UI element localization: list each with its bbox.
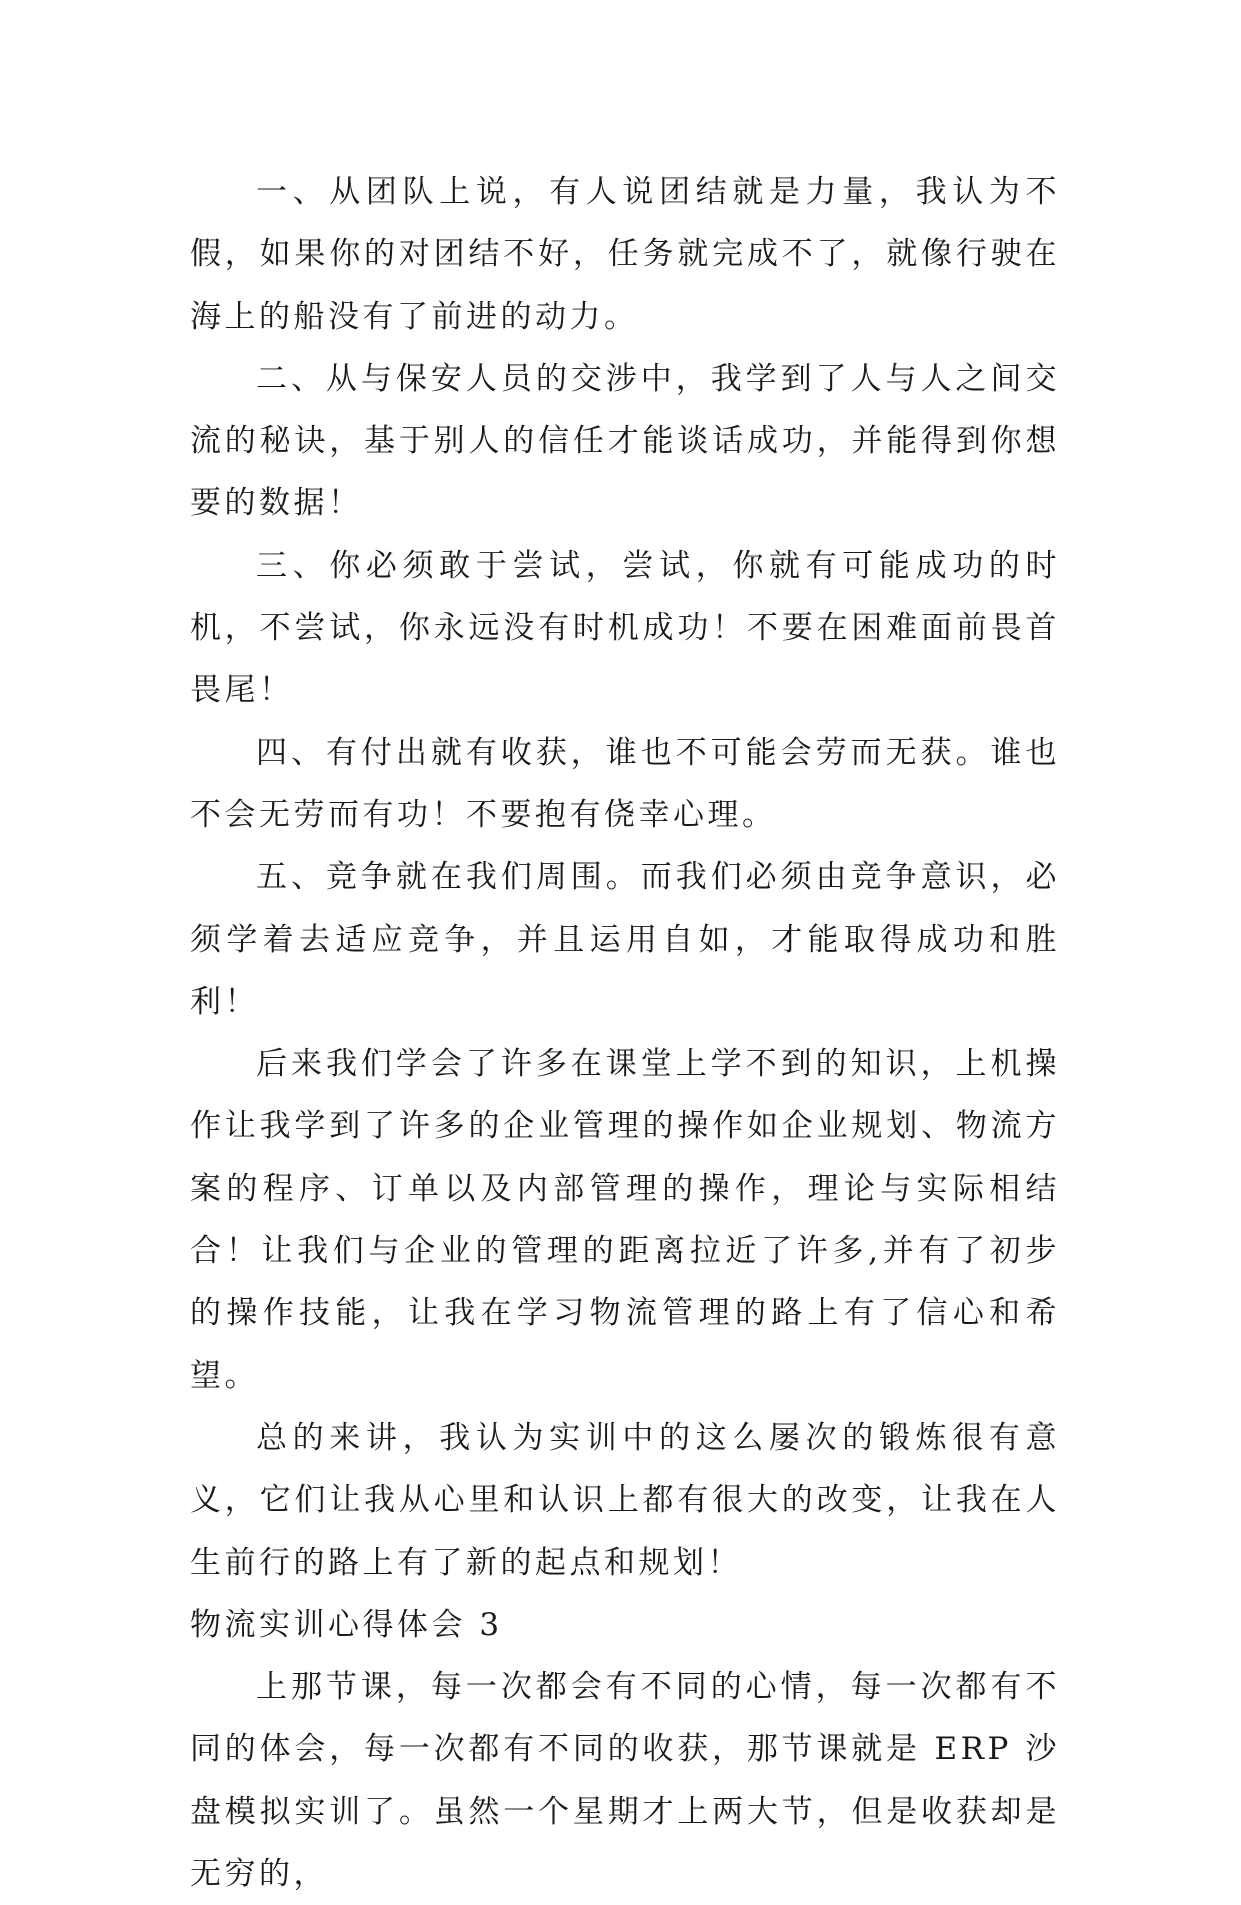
paragraph-knowledge: 后来我们学会了许多在课堂上学不到的知识，上机操作让我学到了许多的企业管理的操作如企业规划、物流方案的程序、订单以及内部管理的操作，理论与实际相结合！让我们与企业的管理的距离拉近了许多,并有了初步的操作技能，让我在学习物流管理的路上有了信心和希望。 [190, 1046, 1060, 1394]
paragraph-effort: 四、有付出就有收获，谁也不可能会劳而无获。谁也不会无劳而有功！不要抱有侥幸心理。 [190, 734, 1060, 833]
paragraph-courage: 三、你必须敢于尝试，尝试，你就有可能成功的时机，不尝试，你永远没有时机成功！不要在困难面前畏首畏尾！ [190, 547, 1060, 709]
document-body [190, 161, 1060, 1905]
paragraph-communication: 二、从与保安人员的交涉中，我学到了人与人之间交流的秘诀，基于别人的信任才能谈话成功，并能得到你想要的数据！ [190, 360, 1060, 522]
paragraph-erp-intro: 上那节课，每一次都会有不同的心情，每一次都有不同的体会，每一次都有不同的收获，那节课就是 ERP 沙盘模拟实训了。虽然一个星期才上两大节，但是收获却是无穷的， [190, 1669, 1060, 1893]
paragraph-summary: 总的来讲，我认为实训中的这么屡次的锻炼很有意义，它们让我从心里和认识上都有很大的改变，让我在人生前行的路上有了新的起点和规划！ [190, 1419, 1060, 1581]
section-heading: 物流实训心得体会 3 [190, 1606, 503, 1643]
paragraph-teamwork: 一、从团队上说，有人说团结就是力量，我认为不假，如果你的对团结不好，任务就完成不了，就像行驶在海上的船没有了前进的动力。 [190, 174, 1060, 335]
paragraph-competition: 五、竞争就在我们周围。而我们必须由竞争意识，必须学着去适应竞争，并且运用自如，才能取得成功和胜利！ [190, 859, 1060, 1020]
